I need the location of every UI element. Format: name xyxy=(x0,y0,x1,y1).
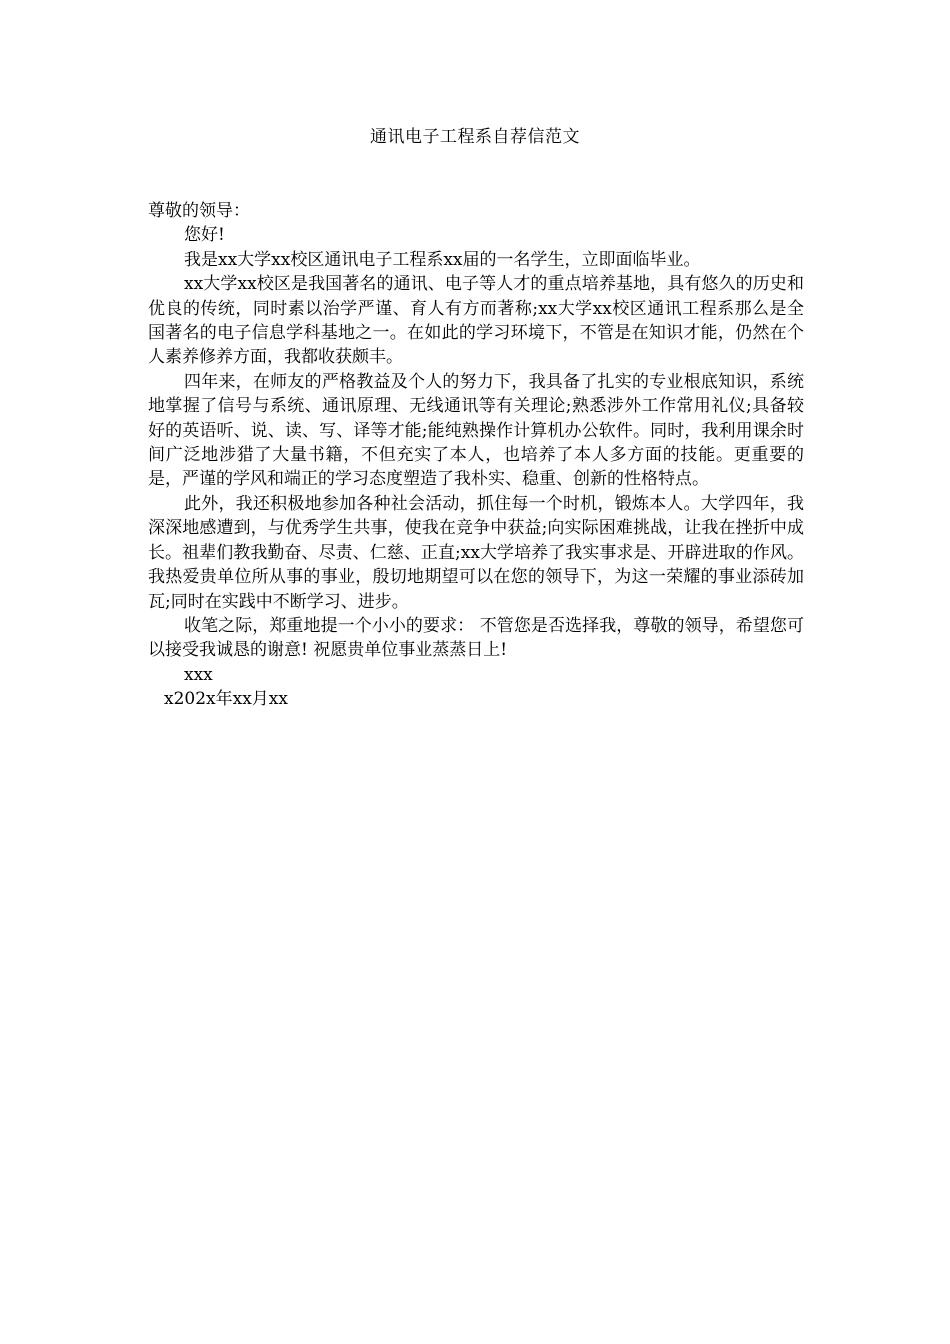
paragraph: 此外，我还积极地参加各种社会活动，抓住每一个时机，锻炼本人。大学四年，我深深地感遭到，与优秀学生共事，使我在竞争中获益;向实际困难挑战，让我在挫折中成长。祖辈们教我勤奋、尽责、仁慈、正直;xx大学培养了我实事求是、开辟进取的作风。 我热爱贵单位所从事的事业，殷切地期望可以在您的领导下，为这一荣耀的事业添砖加瓦;同时在实践中不断学习、进步。 xyxy=(148,493,804,612)
paragraph: xx大学xx校区是我国著名的通讯、电子等人才的重点培养基地，具有悠久的历史和优良的传统，同时素以治学严谨、育人有方而著称;xx大学xx校区通讯工程系那么是全国著名的电子信息学科基地之一。在如此的学习环境下，不管是在知识才能，仍然在个人素养修养方面，我都收获颇丰。 xyxy=(148,274,804,368)
paragraph: 四年来，在师友的严格教益及个人的努力下，我具备了扎实的专业根底知识，系统地掌握了信号与系统、通讯原理、无线通讯等有关理论;熟悉涉外工作常用礼仪;具备较好的英语听、说、读、写、译等才能;能纯熟操作计算机办公软件。同时，我利用课余时间广泛地涉猎了大量书籍，不但充实了本人，也培养了本人多方面的技能。更重要的是，严谨的学风和端正的学习态度塑造了我朴实、稳重、创新的性格特点。 xyxy=(148,371,804,490)
letter-body xyxy=(148,199,804,712)
paragraph: 收笔之际，郑重地提一个小小的要求： 不管您是否选择我，尊敬的领导，希望您可以接受我诚恳的谢意! 祝愿贵单位事业蒸蒸日上! xyxy=(148,615,804,661)
date: x202x年xx月xx xyxy=(164,689,288,710)
greeting: 您好! xyxy=(184,225,225,246)
document-title: 通讯电子工程系自荐信范文 xyxy=(370,127,580,147)
paragraph: 我是xx大学xx校区通讯电子工程系xx届的一名学生，立即面临毕业。 xyxy=(184,249,701,270)
salutation: 尊敬的领导： xyxy=(148,201,250,221)
signature: xxx xyxy=(184,664,213,685)
